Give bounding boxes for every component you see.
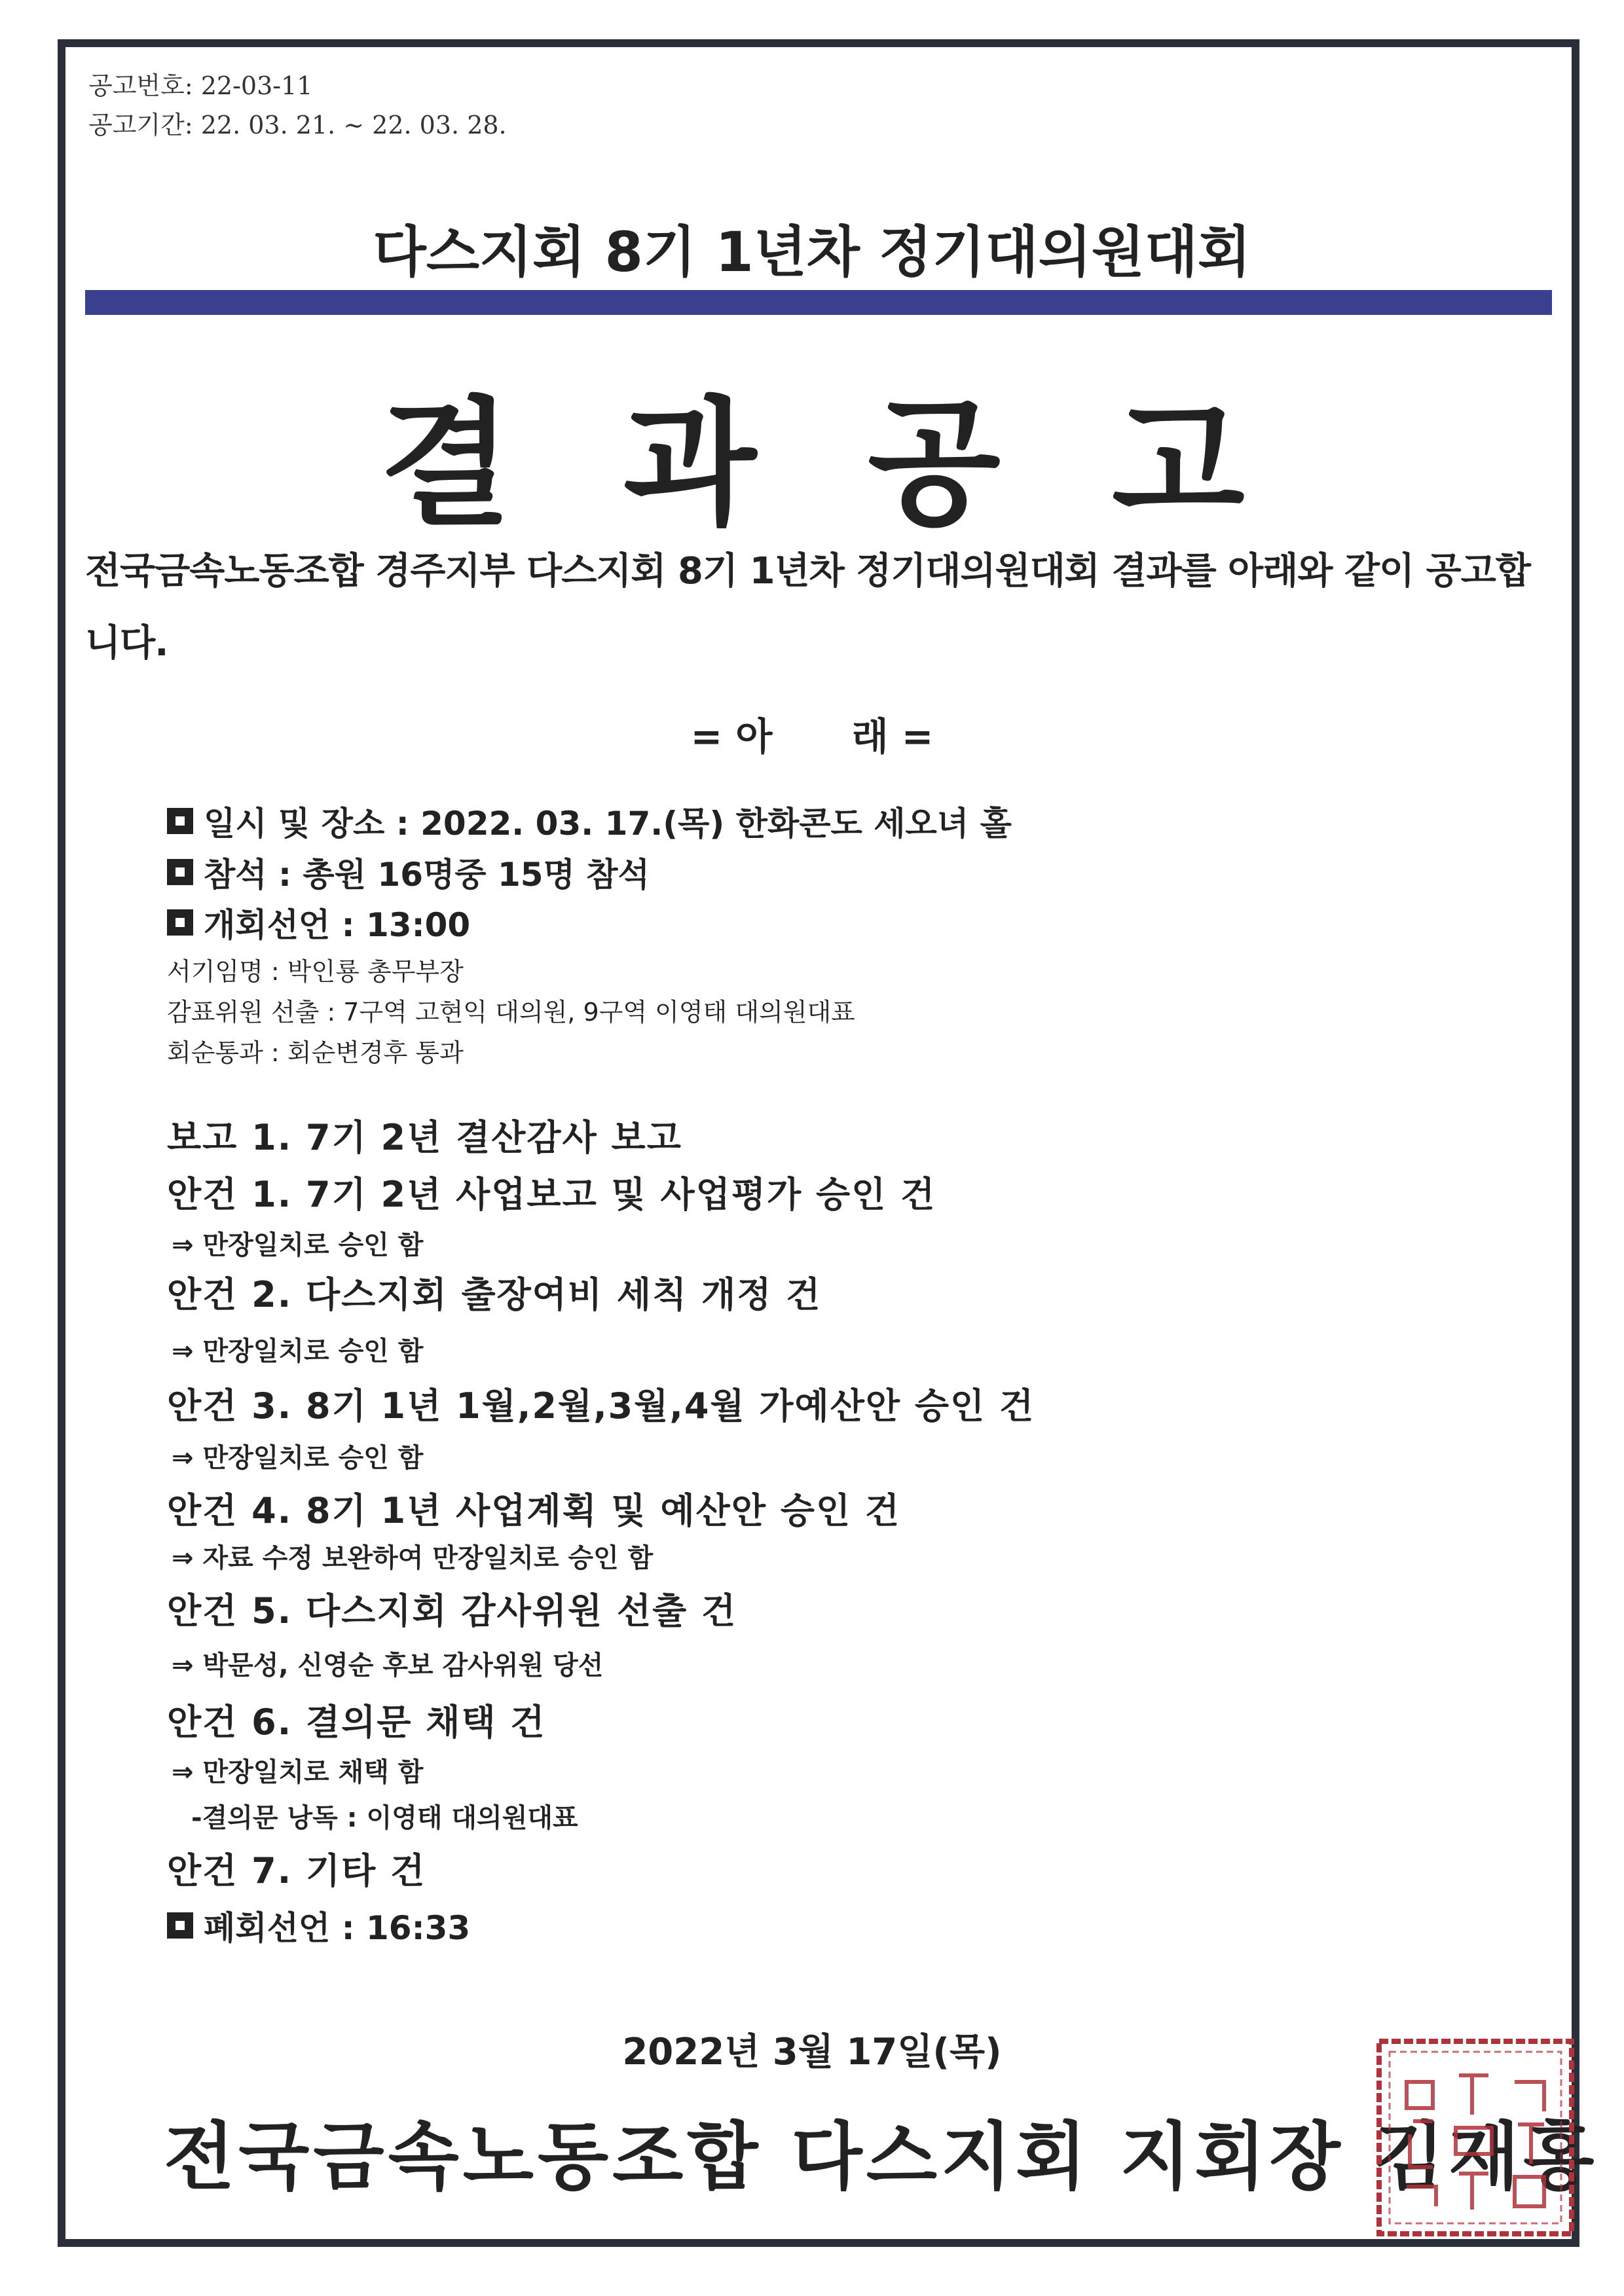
agenda-item-note: -결의문 낭독 : 이영태 대의원대표 bbox=[191, 1803, 578, 1833]
datetime-place-item bbox=[167, 797, 1012, 845]
signatory-text: 서기임명 : 박인룡 총무부장 bbox=[167, 957, 464, 986]
notice-period: 공고기간: 22. 03. 21. ~ 22. 03. 28. bbox=[88, 111, 507, 139]
square-bullet-icon bbox=[167, 1912, 193, 1939]
agenda-item-result: ⇒ 만장일치로 채택 함 bbox=[172, 1757, 424, 1787]
intro-paragraph: 전국금속노동조합 경주지부 다스지회 8기 1년차 정기대의원대회 결과를 아래와 같이 공고합니다. bbox=[85, 550, 1530, 665]
document-date: 2022년 3월 17일(목) bbox=[622, 2031, 1002, 2073]
datetime-place-text: 일시 및 장소 : 2022. 03. 17.(목) 한화콘도 세오녀 홀 bbox=[204, 805, 1012, 843]
agenda-item-title: 안건 4. 8기 1년 사업계획 및 예산안 승인 건 bbox=[167, 1490, 901, 1531]
document-subtitle: 다스지회 8기 1년차 정기대의원대회 bbox=[373, 220, 1251, 284]
agenda-item-title: 보고 1. 7기 2년 결산감사 보고 bbox=[167, 1117, 682, 1158]
agenda-item-result: ⇒ 만장일치로 승인 함 bbox=[172, 1336, 424, 1366]
signature-line: 전국금속노동조합 다스지회 지회장 김재홍 bbox=[164, 2115, 1598, 2200]
closing-text: 폐회선언 : 16:33 bbox=[204, 1909, 471, 1947]
accent-bar bbox=[85, 290, 1552, 315]
order-text: 회순통과 : 회순변경후 통과 bbox=[167, 1038, 464, 1067]
agenda-item-result: ⇒ 만장일치로 승인 함 bbox=[172, 1443, 424, 1473]
agenda-item-title: 안건 5. 다스지회 감사위원 선출 건 bbox=[167, 1590, 737, 1631]
below-marker: = 아 래 = bbox=[690, 714, 934, 759]
notice-number: 공고번호: 22-03-11 bbox=[88, 71, 313, 100]
attendance-text: 참석 : 총원 16명중 15명 참석 bbox=[204, 856, 650, 894]
agenda-item-title: 안건 1. 7기 2년 사업보고 및 사업평가 승인 건 bbox=[167, 1174, 936, 1215]
attendance-item bbox=[167, 848, 650, 896]
agenda-item-title: 안건 7. 기타 건 bbox=[167, 1850, 426, 1891]
closing-item bbox=[167, 1902, 470, 1949]
agenda-item-title: 안건 3. 8기 1년 1월,2월,3월,4월 가예산안 승인 건 bbox=[167, 1385, 1035, 1427]
agenda-item-title: 안건 6. 결의문 채택 건 bbox=[167, 1702, 546, 1743]
agenda-item-result: ⇒ 자료 수정 보완하여 만장일치로 승인 함 bbox=[172, 1543, 654, 1573]
opening-text: 개회선언 : 13:00 bbox=[204, 906, 471, 944]
tellers-text: 감표위원 선출 : 7구역 고현익 대의원, 9구역 이영태 대의원대표 bbox=[167, 998, 855, 1027]
square-bullet-icon bbox=[167, 909, 193, 936]
agenda-item-result: ⇒ 만장일치로 승인 함 bbox=[172, 1230, 424, 1260]
agenda-item-result: ⇒ 박문성, 신영순 후보 감사위원 당선 bbox=[172, 1650, 604, 1681]
square-bullet-icon bbox=[167, 859, 193, 885]
opening-item bbox=[167, 899, 470, 946]
agenda-item-title: 안건 2. 다스지회 출장여비 세칙 개정 건 bbox=[167, 1274, 822, 1315]
square-bullet-icon bbox=[167, 808, 193, 834]
document-title: 결과공고 bbox=[379, 384, 1356, 544]
official-seal-icon bbox=[1374, 2036, 1577, 2239]
